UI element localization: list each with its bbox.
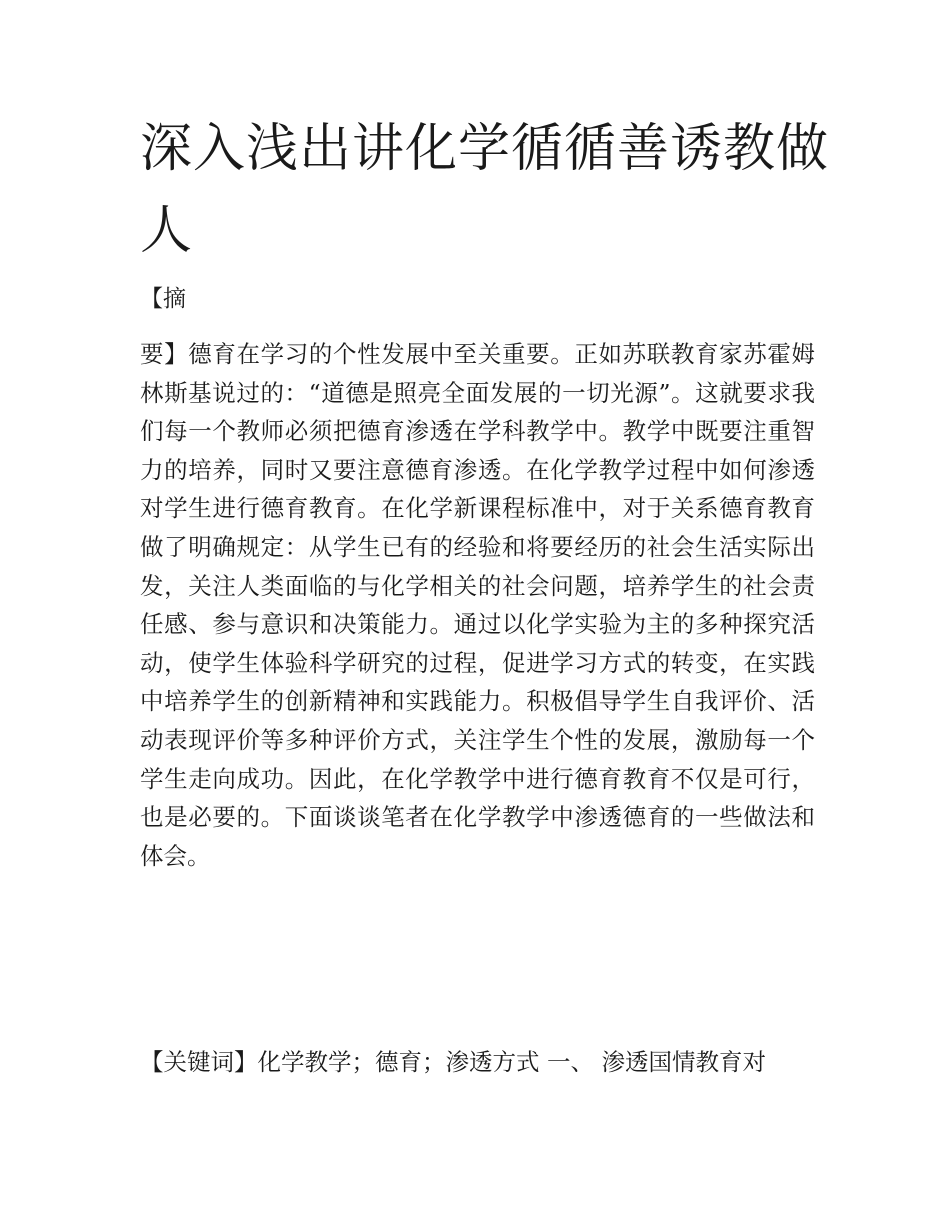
- keywords-line: 【关键词】化学教学；德育；渗透方式 一、 渗透国情教育对: [140, 1048, 766, 1076]
- document-title: 深入浅出讲化学循循善诱教做人: [140, 119, 830, 261]
- abstract-label: 【摘: [140, 286, 186, 312]
- abstract-body: 要】德育在学习的个性发展中至关重要。正如苏联教育家苏霍姆林斯基说过的：“道德是照亮全面发展的一切光源”。这就要求我们每一个教师必须把德育渗透在学科教学中。教学中既要注重智力的培养，同时又要注意德育渗透。在化学教学过程中如何渗透对学生进行德育教育。在化学新课程标准中，对于关系德育教育做了明确规定：从学生已有的经验和将要经历的社会生活实际出发，关注人类面临的与化学相关的社会问题，培养学生的社会责任感、参与意识和决策能力。通过以化学实验为主的多种探究活动，使学生体验科学研究的过程，促进学习方式的转变，在实践中培养学生的创新精神和实践能力。积极倡导学生自我评价、活动表现评价等多种评价方式，关注学生个性的发展，激励每一个学生走向成功。因此，在化学教学中进行德育教育不仅是可行，也是必要的。下面谈谈笔者在化学教学中渗透德育的一些做法和体会。: [140, 340, 815, 870]
